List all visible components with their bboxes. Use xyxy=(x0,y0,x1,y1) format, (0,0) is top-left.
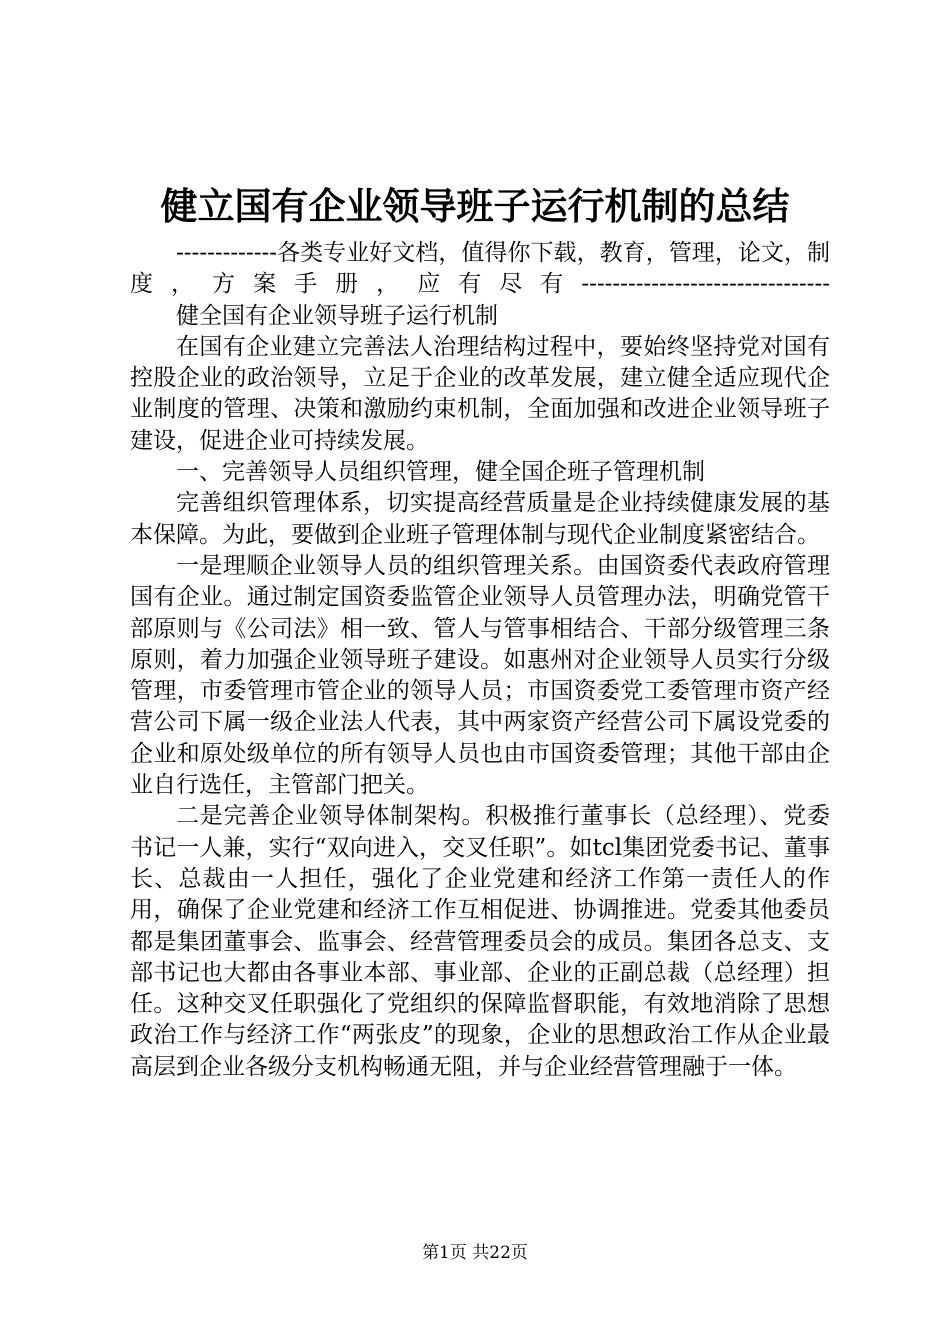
promo-line: -------------各类专业好文档，值得你下载，教育，管理，论文，制度，方案手册，应有尽有-------------------------------- xyxy=(130,240,830,298)
body-paragraph: 在国有企业建立完善法人治理结构过程中，要始终坚持党对国有控股企业的政治领导，立足于企业的改革发展，建立健全适应现代企业制度的管理、决策和激励约束机制，全面加强和改进企业领导班子建设，促进企业可持续发展。 xyxy=(130,333,830,454)
document-title: 健立国有企业领导班子运行机制的总结 xyxy=(160,184,790,228)
document-body xyxy=(130,238,830,1083)
body-paragraph: 二是完善企业领导体制架构。积极推行董事长（总经理）、党委书记一人兼，实行“双向进入，交叉任职”。如tcl集团党委书记、董事长、总裁由一人担任，强化了企业党建和经济工作第一责任人的作用，确保了企业党建和经济工作互相促进、协调推进。党委其他委员都是集团董事会、监事会、经营管理委员会的成员。集团各总支、支部书记也大都由各事业本部、事业部、企业的正副总裁（总经理）担任。这种交叉任职强化了党组织的保障监督职能，有效地消除了思想政治工作与经济工作“两张皮”的现象，企业的思想政治工作从企业最高层到企业各级分支机构畅通无阻，并与企业经营管理融于一体。 xyxy=(130,803,830,1080)
body-paragraph: 完善组织管理体系，切实提高经营质量是企业持续健康发展的基本保障。为此，要做到企业班子管理体制与现代企业制度紧密结合。 xyxy=(130,490,830,548)
section-heading: 健全国有企业领导班子运行机制 xyxy=(176,302,498,329)
body-paragraph: 一是理顺企业领导人员的组织管理关系。由国资委代表政府管理国有企业。通过制定国资委监管企业领导人员管理办法，明确党管干部原则与《公司法》相一致、管人与管事相结合、干部分级管理三条原则，着力加强企业领导班子建设。如惠州对企业领导人员实行分级管理，市委管理市管企业的领导人员；市国资委党工委管理市资产经营公司下属一级企业法人代表，其中两家资产经营公司下属设党委的企业和原处级单位的所有领导人员也由市国资委管理；其他干部由企业自行选任，主管部门把关。 xyxy=(130,552,830,799)
page-footer: 第1页 共22页 xyxy=(422,1243,528,1263)
section-heading: 一、完善领导人员组织管理，健全国企班子管理机制 xyxy=(176,459,705,486)
